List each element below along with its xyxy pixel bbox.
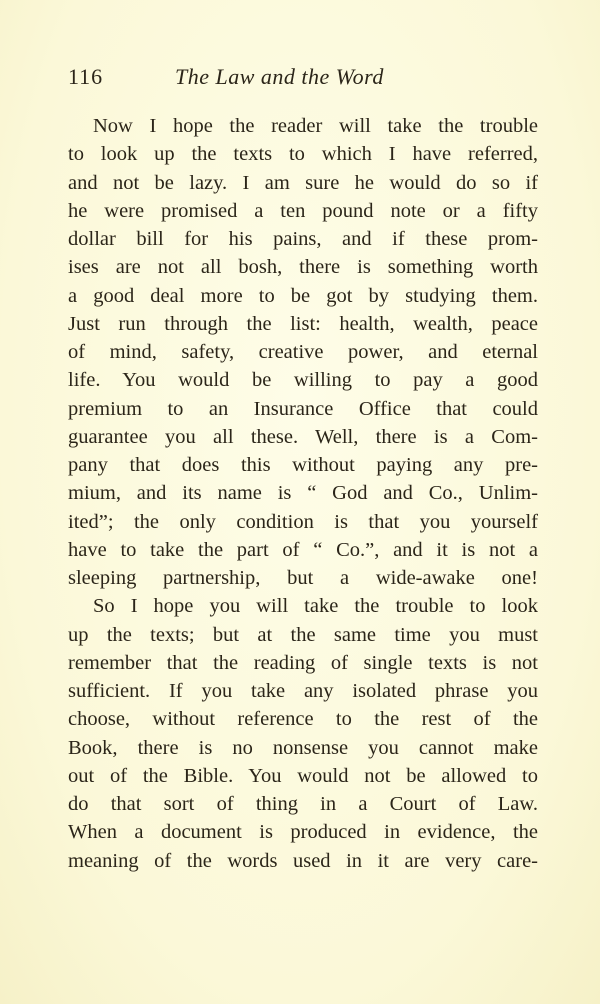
text-line: a good deal more to be got by studying them. <box>68 284 538 307</box>
text-line: ited”; the only condition is that you yourself <box>68 510 538 533</box>
paragraph <box>68 592 538 875</box>
body-text <box>68 112 538 875</box>
text-line: meaning of the words used in it are very care- <box>68 849 538 872</box>
text-line: Just run through the list: health, wealth, peace <box>68 312 538 335</box>
text-line: up the texts; but at the same time you must <box>68 623 538 646</box>
text-line: mium, and its name is “ God and Co., Unlim- <box>68 482 538 505</box>
text-line: remember that the reading of single texts is not <box>68 651 538 674</box>
text-line: dollar bill for his pains, and if these prom- <box>68 228 538 250</box>
text-line: Book, there is no nonsense you cannot make <box>68 736 538 759</box>
text-line: he were promised a ten pound note or a fifty <box>68 199 538 222</box>
text-line: premium to an Insurance Office that could <box>68 397 538 420</box>
running-title: The Law and the Word <box>175 64 384 89</box>
text-line: to look up the texts to which I have referred, <box>68 143 538 166</box>
text-line: of mind, safety, creative power, and eternal <box>68 341 538 363</box>
text-line: choose, without reference to the rest of the <box>68 708 538 731</box>
text-line: So I hope you will take the trouble to look <box>93 595 538 618</box>
paragraph <box>68 112 538 592</box>
text-line: sleeping partnership, but a wide-awake one! <box>68 567 538 589</box>
text-line: life. You would be willing to pay a good <box>68 369 538 392</box>
text-line: sufficient. If you take any isolated phrase you <box>68 680 538 702</box>
text-line: have to take the part of “ Co.”, and it is not a <box>68 538 538 561</box>
page-number: 116 <box>68 64 104 89</box>
text-line: guarantee you all these. Well, there is a Com- <box>68 425 538 448</box>
text-line: out of the Bible. You would not be allowed to <box>68 764 538 787</box>
text-line: When a document is produced in evidence, the <box>68 821 538 844</box>
text-line: ises are not all bosh, there is something worth <box>68 256 538 279</box>
text-line: and not be lazy. I am sure he would do so if <box>68 171 538 194</box>
text-line: pany that does this without paying any pre- <box>68 454 538 476</box>
text-line: Now I hope the reader will take the trouble <box>93 115 538 137</box>
text-line: do that sort of thing in a Court of Law. <box>68 793 538 815</box>
running-header <box>68 64 538 94</box>
